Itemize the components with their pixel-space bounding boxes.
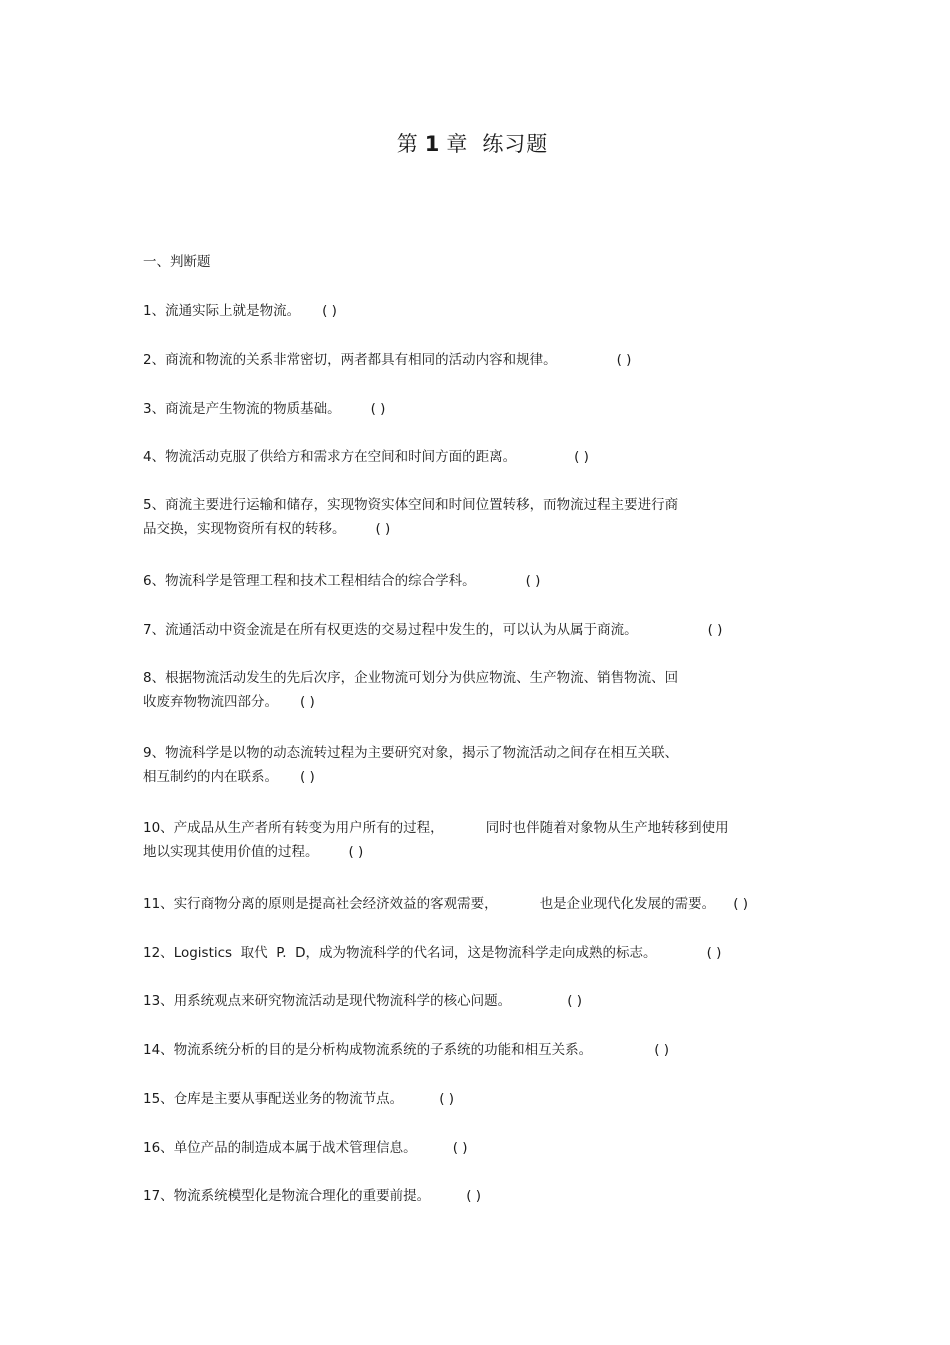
question-text: 流通实际上就是物流。 [165, 303, 301, 319]
question-text: 用系统观点来研究物流活动是现代物流科学的核心问题。 [173, 993, 512, 1009]
question-text: 单位产品的制造成本属于战术管理信息。 [173, 1140, 417, 1156]
question-text-cont: 收废弃物物流四部分。 [143, 694, 278, 710]
answer-bracket: ( ) [439, 1091, 455, 1107]
question-4 [143, 445, 589, 469]
question-text: 物流科学是管理工程和技术工程相结合的综合学科。 [165, 573, 476, 589]
question-number: 8、 [143, 670, 166, 686]
question-text-cont: 相互制约的内在联系。 [143, 769, 278, 785]
question-2 [143, 348, 631, 372]
question-12 [143, 941, 721, 965]
question-number: 7、 [143, 622, 166, 638]
question-16 [143, 1136, 468, 1160]
answer-bracket: ( ) [525, 573, 541, 589]
answer-bracket: ( ) [370, 401, 386, 417]
question-text-cont: 地以实现其使用价值的过程。 [143, 844, 319, 860]
question-5 [143, 493, 678, 541]
title-prefix: 第 [396, 132, 419, 156]
question-number: 16、 [143, 1140, 174, 1156]
question-text: Logistics 取代 P. D，成为物流科学的代名词，这是物流科学走向成熟的标志。 [173, 945, 657, 961]
question-text-b: 也是企业现代化发展的需要。 [539, 896, 716, 912]
question-text: 流通活动中资金流是在所有权更迭的交易过程中发生的，可以认为从属于商流。 [165, 622, 638, 638]
answer-bracket: ( ) [567, 993, 583, 1009]
question-11 [143, 892, 748, 916]
title-suffix: 章 [446, 132, 469, 156]
question-number: 5、 [143, 497, 166, 513]
answer-bracket: ( ) [707, 622, 723, 638]
answer-bracket: ( ) [654, 1042, 670, 1058]
question-text: 商流和物流的关系非常密切，两者都具有相同的活动内容和规律。 [165, 352, 557, 368]
question-text: 物流活动克服了供给方和需求方在空间和时间方面的距离。 [165, 449, 517, 465]
question-15 [143, 1087, 454, 1111]
answer-bracket: ( ) [375, 521, 391, 537]
answer-bracket: ( ) [616, 352, 632, 368]
question-6 [143, 569, 540, 593]
question-9 [143, 741, 678, 789]
question-number: 2、 [143, 352, 166, 368]
question-number: 1、 [143, 303, 166, 319]
answer-bracket: ( ) [706, 945, 722, 961]
question-number: 14、 [143, 1042, 174, 1058]
question-text-b: 同时也伴随着对象物从生产地转移到使用 [485, 820, 729, 836]
page-title [0, 128, 945, 158]
question-text: 物流科学是以物的动态流转过程为主要研究对象，揭示了物流活动之间存在相互关联、 [165, 745, 679, 761]
question-number: 9、 [143, 745, 166, 761]
question-number: 13、 [143, 993, 174, 1009]
title-name: 练习题 [482, 132, 549, 156]
question-7 [143, 618, 722, 642]
question-8 [143, 666, 678, 714]
question-text: 商流是产生物流的物质基础。 [165, 401, 341, 417]
question-text: 根据物流活动发生的先后次序，企业物流可划分为供应物流、生产物流、销售物流、回 [165, 670, 679, 686]
answer-bracket: ( ) [733, 896, 749, 912]
question-number: 4、 [143, 449, 166, 465]
question-text: 商流主要进行运输和储存，实现物资实体空间和时间位置转移，而物流过程主要进行商 [165, 497, 679, 513]
answer-bracket: ( ) [300, 694, 315, 710]
question-17 [143, 1184, 481, 1208]
question-number: 17、 [143, 1188, 174, 1204]
question-text: 产成品从生产者所有转变为用户所有的过程， [173, 820, 444, 836]
question-number: 10、 [143, 820, 174, 836]
question-text: 物流系统分析的目的是分析构成物流系统的子系统的功能和相互关系。 [173, 1042, 593, 1058]
question-3 [143, 397, 385, 421]
answer-bracket: ( ) [322, 303, 337, 319]
question-number: 3、 [143, 401, 166, 417]
question-number: 12、 [143, 945, 174, 961]
section-heading: 一、判断题 [143, 254, 211, 270]
question-number: 11、 [143, 896, 174, 912]
question-text-cont: 品交换，实现物资所有权的转移。 [143, 521, 346, 537]
question-text: 物流系统模型化是物流合理化的重要前提。 [173, 1188, 431, 1204]
question-1 [143, 299, 337, 323]
question-10 [143, 816, 729, 864]
question-number: 15、 [143, 1091, 174, 1107]
question-text: 仓库是主要从事配送业务的物流节点。 [173, 1091, 404, 1107]
question-text: 实行商物分离的原则是提高社会经济效益的客观需要， [173, 896, 498, 912]
answer-bracket: ( ) [574, 449, 589, 465]
answer-bracket: ( ) [452, 1140, 468, 1156]
question-number: 6、 [143, 573, 166, 589]
answer-bracket: ( ) [300, 769, 315, 785]
question-14 [143, 1038, 669, 1062]
title-number: 1 [424, 132, 441, 156]
answer-bracket: ( ) [348, 844, 364, 860]
question-13 [143, 989, 582, 1013]
answer-bracket: ( ) [466, 1188, 482, 1204]
